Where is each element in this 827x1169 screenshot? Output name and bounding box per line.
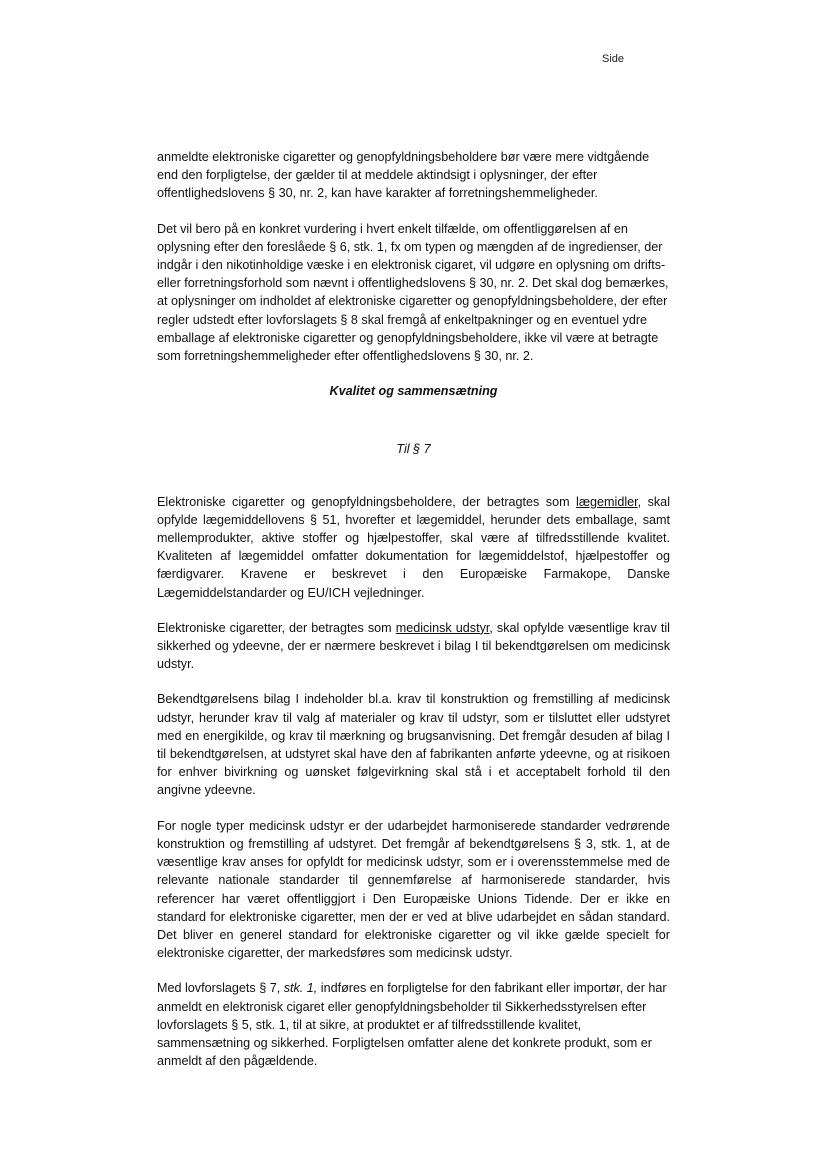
paragraph-text: , skal opfylde væsentlige krav til sikkerhed og ydeevne, der er nærmere beskrevet i bilag I til bekendtgørelsen om medicinsk udstyr.	[157, 620, 670, 672]
paragraph-medicinsk-udstyr	[157, 619, 670, 674]
paragraph-laegemidler	[157, 493, 670, 602]
page-header-label: Side	[602, 53, 625, 65]
document-body	[157, 148, 670, 1087]
paragraph-stk-1	[157, 979, 670, 1070]
paragraph-bilag-i: Bekendtgørelsens bilag I indeholder bl.a. krav til konstruktion og fremstilling af medicinsk udstyr, herunder krav til valg af materialer og krav til udstyr, som er tilsluttet eller udstyret med en energikilde, og krav til mærkning og brugsanvisning. Det fremgår desuden af bilag I til bekendtgørelsen, at udstyret skal have den af fabrikanten anførte ydeevne, og at risikoen for enhver bivirkning og uønsket følgevirkning skal stå i et acceptabelt forhold til den angivne ydeevne.	[157, 692, 670, 798]
laegemidler-link[interactable]: lægemidler	[576, 494, 638, 509]
paragraph-text: Med lovforslagets § 7,	[157, 981, 284, 996]
paragraph-text: Elektroniske cigaretter, der betragtes som	[157, 620, 396, 635]
paragraph-standarder: For nogle typer medicinsk udstyr er der udarbejdet harmoniserede standarder vedrørende konstruktion og fremstilling af udstyret. Det fremgår af bekendtgørelsens § 3, stk. 1, at de væsentlige krav anses for opfyldt for medicinsk udstyr, som er i overensstemmelse med de relevante nationale standarder til gennemførelse af harmoniserede standarder, hvis referencer har været offentliggjort i Den Europæiske Unions Tidende. Der er ikke en standard for elektroniske cigaretter, men der er ved at blive udarbejdet en sådan standard. Det bliver en generel standard for elektroniske cigaretter og vil ikke gælde specielt for elektroniske cigaretter, der markedsføres som medicinsk udstyr.	[157, 818, 670, 961]
paragraph-intro-2: Det vil bero på en konkret vurdering i hvert enkelt tilfælde, om offentliggørelsen af en oplysning efter den foreslåede § 6, stk. 1, fx om typen og mængden af de ingredienser, der indgår i den nikotinholdige væske i en elektronisk cigaret, vil udgøre en oplysning om drifts- eller forretningsforhold som nævnt i offentlighedslovens § 30, nr. 2. Det skal dog bemærkes, at oplysninger om indholdet af elektroniske cigaretter og genopfyldningsbeholdere, der efter regler udstedt efter lovforslagets § 8 skal fremgå af enkeltpakninger og en eventuel ydre emballage af elektroniske cigaretter og genopfyldningsbeholdere, ikke vil være at betragte som forretningshemmeligheder efter offentlighedslovens § 30, nr. 2.	[157, 221, 669, 364]
paragraph-intro-1: anmeldte elektroniske cigaretter og genopfyldningsbeholdere bør være mere vidtgående end den forpligtelse, der gælder til at meddele aktindsigt i oplysninger, der efter offentlighedslovens § 30, nr. 2, kan have karakter af forretningshemmeligheder.	[157, 150, 650, 201]
paragraph-italic-ref: stk. 1,	[283, 981, 318, 996]
paragraph-text: , skal opfylde lægemiddellovens § 51, hvorefter et lægemiddel, herunder dets emballage, samt mellemprodukter, aktive stoffer og hjælpestoffer, skal være af tilfredsstillende kvalitet. Kvaliteten af lægemiddel omfatter dokumentation for lægemiddelstof, hjælpestoffer og færdigvarer. Kravene er beskrevet i den Europæiske Farmakope, Danske Lægemiddelstandarder og EU/ICH vejledninger.	[157, 494, 670, 600]
medicinsk-udstyr-link[interactable]: medicinsk udstyr	[395, 620, 490, 635]
section-heading: Kvalitet og sammensætning	[329, 384, 498, 399]
paragraph-text: indføres en forpligtelse for den fabrikant eller importør, der har anmeldt en elektronisk cigaret eller genopfyldningsbeholder til Sikkerhedsstyrelsen efter lovforslagets § 5, stk. 1, til at sikre, at produktet er af tilfredsstillende kvalitet, sammensætning og sikkerhed. Forpligtelsen omfatter alene det konkrete produkt, som er anmeldt af den pågældende.	[157, 981, 667, 1069]
paragraph-text: Elektroniske cigaretter og genopfyldningsbeholdere, der betragtes som	[157, 494, 577, 509]
section-subheading: Til § 7	[396, 442, 431, 457]
